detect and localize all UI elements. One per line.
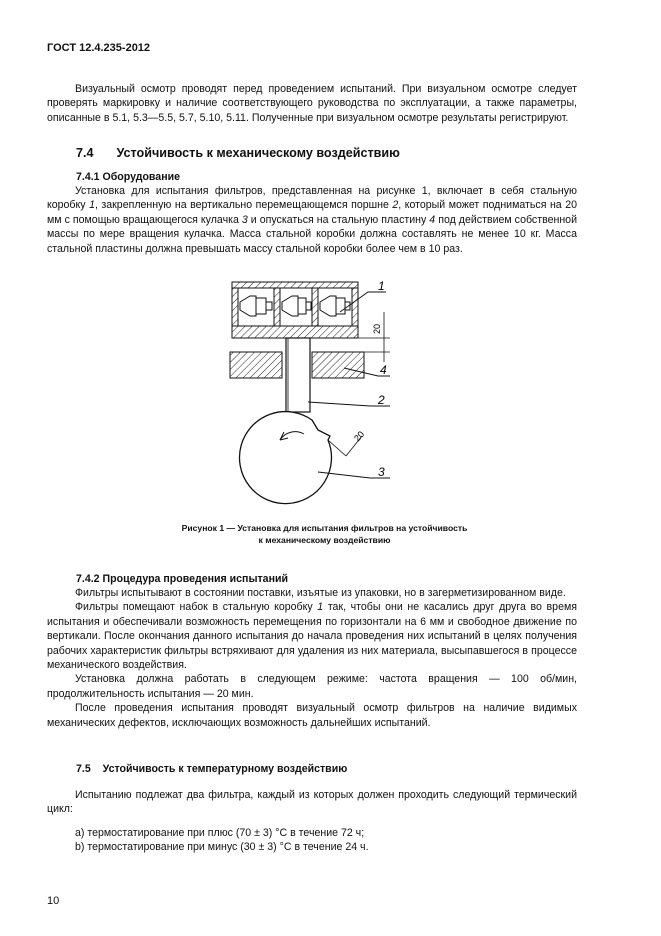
procedure-paragraph-2: Фильтры помещают набок в стальную коробку 1 так, чтобы они не касались друг друга во время испытания и обеспечивали возможность перемещения по горизонтали на 6 мм и свободное движение по вертикали. После окончания данного испытания до начала проведения них испытаний в целях получения рабочих характеристик фильтры встряхивают для удаления из них материала, высыпавшегося в процессе механического воздействия. bbox=[47, 601, 577, 672]
figure-1-caption-line2: к механическому воздействию bbox=[258, 535, 391, 545]
figure-label-3: 3 bbox=[378, 465, 385, 479]
thermal-item-b: b) термостатирование при минус (30 ± 3) °С в течение 24 ч. bbox=[75, 841, 369, 854]
thermal-list bbox=[47, 826, 577, 855]
section-7-4-number: 7.4 bbox=[76, 146, 94, 160]
thermal-item-a: a) термостатирование при плюс (70 ± 3) °С в течение 72 ч; bbox=[75, 827, 365, 839]
figure-label-1: 1 bbox=[378, 279, 385, 293]
section-7-4-title: Устойчивость к механическому воздействию bbox=[116, 146, 400, 160]
procedure-paragraph-4: После проведения испытания проводят визуальный осмотр фильтров на наличие видимых механических дефектов, исключающих возможность дальнейших испытаний. bbox=[47, 702, 577, 729]
procedure-paragraph-1: Фильтры испытывают в состоянии поставки, изъятые из упаковки, но в загерметизированном виде. bbox=[75, 587, 566, 599]
equipment-paragraph: Установка для испытания фильтров, представленная на рисунке 1, включает в себя стальную коробку 1, закрепленную на вертикально перемещающемся поршне 2, который может подниматься на 20 мм с помощью вращающегося кулачка 3 и опускаться на стальную пластину 4 под действием собственной массы по мере вращения кулачка. Масса стальной коробки должна составлять не менее 10 кг. Масса стальной пластины должна превышать массу стальной коробки более чем в 10 раз. bbox=[47, 185, 577, 255]
section-7-4-1-heading bbox=[76, 171, 180, 183]
thermal-paragraph: Испытанию подлежат два фильтра, каждый из которых должен проходить следующий термический цикл: bbox=[47, 789, 577, 816]
steel-box bbox=[232, 282, 358, 338]
section-7-4-1-title: Оборудование bbox=[102, 171, 180, 183]
figure-1-caption-line1: Рисунок 1 — Установка для испытания фильтров на устойчивость bbox=[181, 523, 468, 533]
intro-block bbox=[47, 82, 577, 125]
filter-samples bbox=[240, 296, 350, 316]
section-7-4-heading bbox=[76, 146, 400, 160]
piston bbox=[286, 338, 310, 412]
section-7-4-2-title: Процедура проведения испытаний bbox=[102, 573, 288, 585]
section-7-5-heading bbox=[76, 763, 347, 775]
section-7-4-2-heading bbox=[76, 573, 288, 585]
equipment-block bbox=[47, 184, 577, 256]
procedure-paragraph-3: Установка должна работать в следующем режиме: частота вращения — 100 об/мин, продолжительность испытания — 20 мин. bbox=[47, 673, 577, 700]
figure-1-caption bbox=[47, 522, 602, 546]
figure-label-2: 2 bbox=[378, 393, 385, 407]
cam bbox=[240, 412, 332, 504]
section-7-4-2-number: 7.4.2 bbox=[76, 573, 100, 585]
page-number: 10 bbox=[47, 895, 60, 907]
intro-paragraph: Визуальный осмотр проводят перед проведением испытаний. При визуальном осмотре следует проверять маркировку и наличие соответствующего руководства по эксплуатации, а также параметры, описанные в 5.1, 5.3—5.5, 5.7, 5.10, 5.11. Полученные при визуальном осмотре результаты регистрируют. bbox=[47, 83, 577, 124]
thermal-block bbox=[47, 788, 577, 817]
section-7-5-title: Устойчивость к температурному воздействию bbox=[102, 763, 348, 775]
figure-label-4: 4 bbox=[380, 363, 387, 377]
procedure-block bbox=[47, 586, 577, 730]
section-7-4-1-number: 7.4.1 bbox=[76, 171, 100, 183]
figure-1-diagram bbox=[200, 272, 440, 512]
dimension-vertical-label: 20 bbox=[372, 323, 382, 334]
section-7-5-number: 7.5 bbox=[76, 763, 91, 775]
document-id: ГОСТ 12.4.235-2012 bbox=[47, 42, 151, 54]
dimension-cam-label: 20 bbox=[352, 429, 367, 444]
